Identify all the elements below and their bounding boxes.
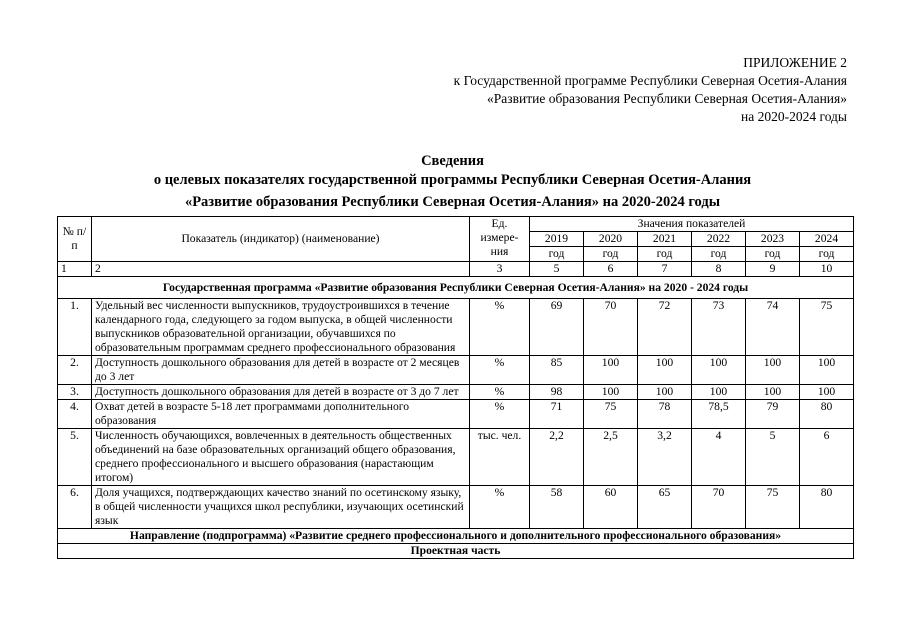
row-value: 75 — [800, 299, 854, 356]
program-title-row: Государственная программа «Развитие образования Республики Северная Осетия-Алания» на 2020 - 2024 годы — [58, 277, 854, 299]
row-value: 79 — [746, 400, 800, 429]
appendix-line: «Развитие образования Республики Северная Осетия-Алания» — [487, 91, 847, 106]
header-year-suffix: год — [584, 247, 638, 262]
row-value: 5 — [746, 429, 800, 486]
row-num: 1. — [58, 299, 92, 356]
row-value: 71 — [530, 400, 584, 429]
appendix-block — [454, 54, 847, 126]
row-unit: % — [470, 486, 530, 529]
header-unit: Ед. измере-ния — [470, 217, 530, 262]
row-value: 2,5 — [584, 429, 638, 486]
row-value: 78,5 — [692, 400, 746, 429]
header-year: 2021 — [638, 232, 692, 247]
row-unit: % — [470, 299, 530, 356]
row-num: 3. — [58, 385, 92, 400]
appendix-title: ПРИЛОЖЕНИЕ 2 — [743, 55, 847, 70]
row-num: 5. — [58, 429, 92, 486]
column-number: 1 — [58, 262, 92, 277]
header-num: № п/п — [58, 217, 92, 262]
header-year: 2022 — [692, 232, 746, 247]
row-unit: % — [470, 385, 530, 400]
row-value: 65 — [638, 486, 692, 529]
row-value: 100 — [638, 385, 692, 400]
header-year: 2020 — [584, 232, 638, 247]
column-number: 3 — [470, 262, 530, 277]
row-value: 100 — [638, 356, 692, 385]
row-value: 100 — [692, 356, 746, 385]
document-subtitle: о целевых показателях государственной программы Республики Северная Осетия-Алания — [153, 172, 752, 188]
row-value: 85 — [530, 356, 584, 385]
row-value: 100 — [584, 385, 638, 400]
row-value: 78 — [638, 400, 692, 429]
row-value: 98 — [530, 385, 584, 400]
header-year: 2023 — [746, 232, 800, 247]
row-indicator: Доступность дошкольного образования для детей в возрасте от 2 месяцев до 3 лет — [92, 356, 470, 385]
document-title: Сведения — [421, 153, 484, 169]
appendix-line: к Государственной программе Республики Северная Осетия-Алания — [453, 73, 847, 88]
row-value: 4 — [692, 429, 746, 486]
header-indicator: Показатель (индикатор) (наименование) — [92, 217, 470, 262]
row-value: 6 — [800, 429, 854, 486]
header-year: 2019 — [530, 232, 584, 247]
row-indicator: Доступность дошкольного образования для детей в возрасте от 3 до 7 лет — [92, 385, 470, 400]
row-unit: % — [470, 400, 530, 429]
row-value: 100 — [584, 356, 638, 385]
table-row — [58, 299, 854, 356]
row-value: 72 — [638, 299, 692, 356]
row-value: 100 — [800, 356, 854, 385]
document-subtitle: «Развитие образования Республики Северная Осетия-Алания» на 2020-2024 годы — [184, 194, 721, 210]
column-number: 7 — [638, 262, 692, 277]
row-unit: % — [470, 356, 530, 385]
row-indicator: Доля учащихся, подтверждающих качество знаний по осетинскому языку, в общей численности учащихся школ республики, изучающих осетинский язык — [92, 486, 470, 529]
row-num: 4. — [58, 400, 92, 429]
column-number: 10 — [800, 262, 854, 277]
row-value: 60 — [584, 486, 638, 529]
table-row — [58, 385, 854, 400]
header-year: 2024 — [800, 232, 854, 247]
subprogram-title-row: Направление (подпрограмма) «Развитие среднего профессионального и дополнительного профессионального образования» — [58, 529, 854, 544]
column-number: 9 — [746, 262, 800, 277]
row-value: 73 — [692, 299, 746, 356]
row-value: 3,2 — [638, 429, 692, 486]
header-year-suffix: год — [800, 247, 854, 262]
row-value: 100 — [692, 385, 746, 400]
table-row — [58, 429, 854, 486]
row-indicator: Охват детей в возрасте 5-18 лет программами дополнительного образования — [92, 400, 470, 429]
table-row — [58, 356, 854, 385]
table-row — [58, 486, 854, 529]
row-num: 6. — [58, 486, 92, 529]
indicators-table — [57, 216, 854, 559]
row-value: 74 — [746, 299, 800, 356]
row-num: 2. — [58, 356, 92, 385]
row-value: 70 — [584, 299, 638, 356]
row-unit: тыс. чел. — [470, 429, 530, 486]
header-year-suffix: год — [692, 247, 746, 262]
column-number: 6 — [584, 262, 638, 277]
appendix-line: на 2020-2024 годы — [741, 109, 847, 124]
table-row — [58, 400, 854, 429]
header-year-suffix: год — [530, 247, 584, 262]
row-value: 58 — [530, 486, 584, 529]
row-value: 100 — [746, 385, 800, 400]
row-value: 100 — [800, 385, 854, 400]
row-indicator: Численность обучающихся, вовлеченных в деятельность общественных объединений на базе образовательных организаций общего образования, среднего профессионального и высшего образования (нарастающим итогом) — [92, 429, 470, 486]
header-values-group: Значения показателей — [530, 217, 854, 232]
row-value: 69 — [530, 299, 584, 356]
row-value: 75 — [584, 400, 638, 429]
row-value: 100 — [746, 356, 800, 385]
row-value: 2,2 — [530, 429, 584, 486]
row-value: 70 — [692, 486, 746, 529]
column-number: 2 — [92, 262, 470, 277]
project-part-row: Проектная часть — [58, 544, 854, 559]
column-number-row — [58, 262, 854, 277]
column-number: 5 — [530, 262, 584, 277]
row-value: 80 — [800, 486, 854, 529]
header-year-suffix: год — [638, 247, 692, 262]
header-year-suffix: год — [746, 247, 800, 262]
row-value: 80 — [800, 400, 854, 429]
column-number: 8 — [692, 262, 746, 277]
row-indicator: Удельный вес численности выпускников, трудоустроившихся в течение календарного года, следующего за годом выпуска, в общей численности выпускников образовательной организации, обучавшихся по образовательным программам среднего профессионального образования — [92, 299, 470, 356]
row-value: 75 — [746, 486, 800, 529]
